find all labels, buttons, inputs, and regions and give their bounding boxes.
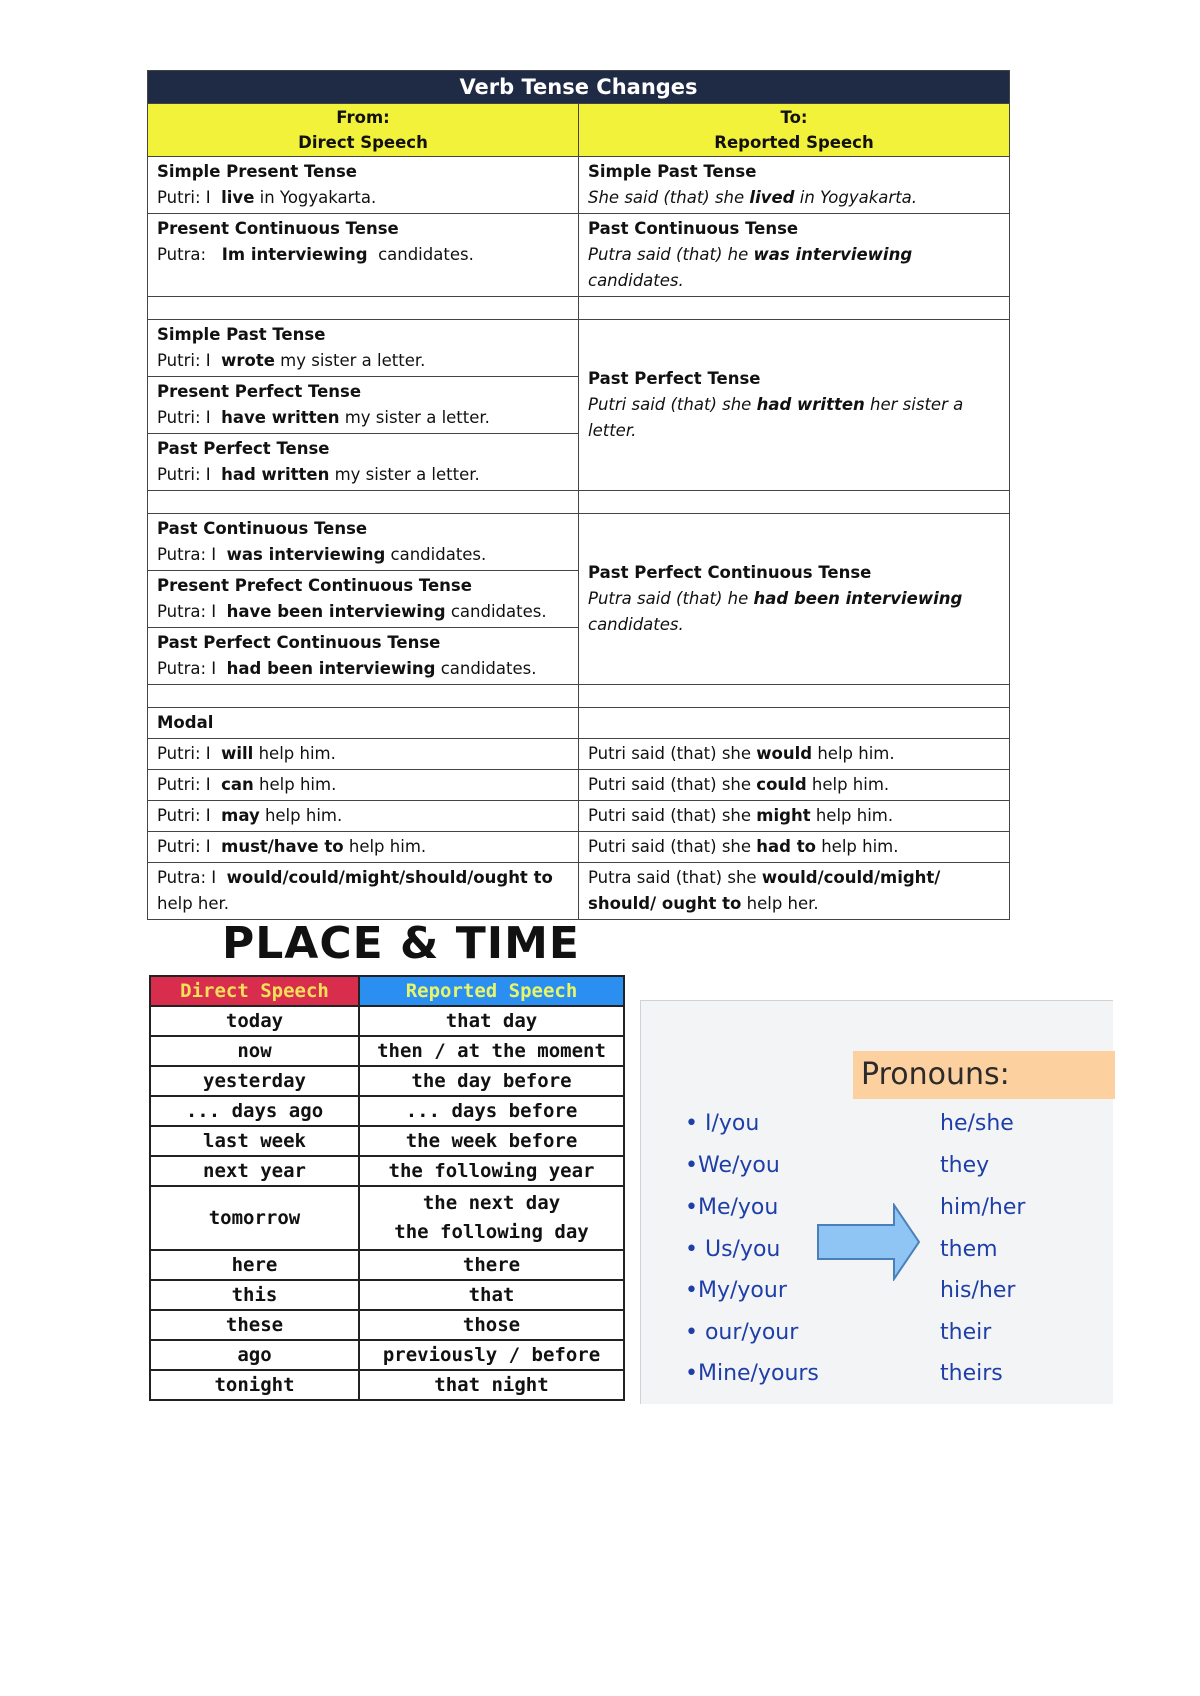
- table-row: this that: [150, 1280, 624, 1310]
- table-row: Putra: I would/could/might/should/ought to help her. Putra said (that) she would/could/might/ should/ ought to help her.: [148, 863, 1010, 920]
- tense-block: Present Prefect Continuous Tense Putra: I have been interviewing candidates.: [148, 570, 578, 627]
- tense-name: Simple Present Tense: [157, 162, 357, 181]
- table-row: here there: [150, 1250, 624, 1280]
- example-sentence: Putra: Im interviewing candidates.: [157, 245, 474, 264]
- table-row: Putri: I may help him. Putri said (that) she might help him.: [148, 801, 1010, 832]
- reported-cell: [579, 214, 1010, 297]
- spacer-row: [148, 685, 1010, 708]
- table-row: ago previously / before: [150, 1340, 624, 1370]
- example-sentence: Putra said (that) he was interviewing candidates.: [588, 245, 913, 290]
- example-sentence: Putri: I live in Yogyakarta.: [157, 188, 377, 207]
- table-row: [148, 214, 1010, 297]
- pronouns-panel: Pronouns: • I/you he/she •We/you they •Me/you him/her • Us/you them •My/your his/her • our/your their •Mine/yours theirs: [640, 1000, 1113, 1404]
- tense-block: Present Perfect Tense Putri: I have written my sister a letter.: [148, 376, 578, 433]
- tense-name: Past Perfect Continuous Tense: [588, 563, 872, 582]
- table-row: next year the following year: [150, 1156, 624, 1186]
- tense-block: Past Continuous Tense Putra: I was interviewing candidates.: [157, 519, 487, 564]
- verb-table-title: Verb Tense Changes: [148, 71, 1010, 104]
- tense-name: Past Continuous Tense: [588, 219, 799, 238]
- table-row: last week the week before: [150, 1126, 624, 1156]
- tense-block: Simple Past Tense Putri: I wrote my sister a letter.: [157, 325, 426, 370]
- direct-cell: [148, 214, 579, 297]
- table-row: these those: [150, 1310, 624, 1340]
- table-row: Putri: I will help him. Putri said (that) she would help him.: [148, 739, 1010, 770]
- example-sentence: Putra said (that) he had been interviewing candidates.: [588, 589, 963, 634]
- modal-label-row: [148, 708, 1010, 739]
- reported-speech-header: Reported Speech: [359, 976, 624, 1006]
- table-row: Putri: I must/have to help him. Putri said (that) she had to help him.: [148, 832, 1010, 863]
- table-row: [148, 157, 1010, 214]
- modal-label: Modal: [148, 708, 579, 739]
- tense-name: Present Continuous Tense: [157, 219, 399, 238]
- table-row: ... days ago ... days before: [150, 1096, 624, 1126]
- direct-cell: [148, 320, 579, 491]
- from-label: From:: [336, 108, 390, 127]
- table-row: yesterday the day before: [150, 1066, 624, 1096]
- tense-block: Past Perfect Tense Putri: I had written my sister a letter.: [148, 433, 578, 490]
- table-row: [148, 320, 1010, 491]
- table-row: Putri: I can help him. Putri said (that) she could help him.: [148, 770, 1010, 801]
- table-row: tomorrow the next day the following day: [150, 1186, 624, 1250]
- table-row: [148, 514, 1010, 685]
- reported-cell: [579, 514, 1010, 685]
- spacer-row: [148, 491, 1010, 514]
- reported-cell: [579, 157, 1010, 214]
- example-sentence: Putri said (that) she had written her sister a letter.: [588, 395, 964, 440]
- direct-cell: [148, 157, 579, 214]
- example-sentence: She said (that) she lived in Yogyakarta.: [588, 188, 918, 207]
- table-row: today that day: [150, 1006, 624, 1036]
- reported-cell: [579, 320, 1010, 491]
- tense-name: Simple Past Tense: [588, 162, 757, 181]
- place-time-table: [149, 975, 625, 1401]
- to-header: [579, 104, 1010, 157]
- direct-speech-header: Direct Speech: [150, 976, 359, 1006]
- spacer-row: [148, 297, 1010, 320]
- table-row: tonight that night: [150, 1370, 624, 1400]
- verb-tense-table: [147, 70, 1010, 920]
- tense-block: Past Perfect Continuous Tense Putra: I had been interviewing candidates.: [148, 627, 578, 684]
- tense-name: Past Perfect Tense: [588, 369, 761, 388]
- table-row: now then / at the moment: [150, 1036, 624, 1066]
- pronouns-title: Pronouns:: [853, 1051, 1115, 1099]
- direct-cell: [148, 514, 579, 685]
- reported-speech-label: Reported Speech: [714, 133, 874, 152]
- from-header: [148, 104, 579, 157]
- direct-speech-label: Direct Speech: [298, 133, 428, 152]
- right-arrow-icon: [816, 1203, 921, 1281]
- to-label: To:: [780, 108, 808, 127]
- place-time-title: PLACE & TIME: [222, 918, 580, 969]
